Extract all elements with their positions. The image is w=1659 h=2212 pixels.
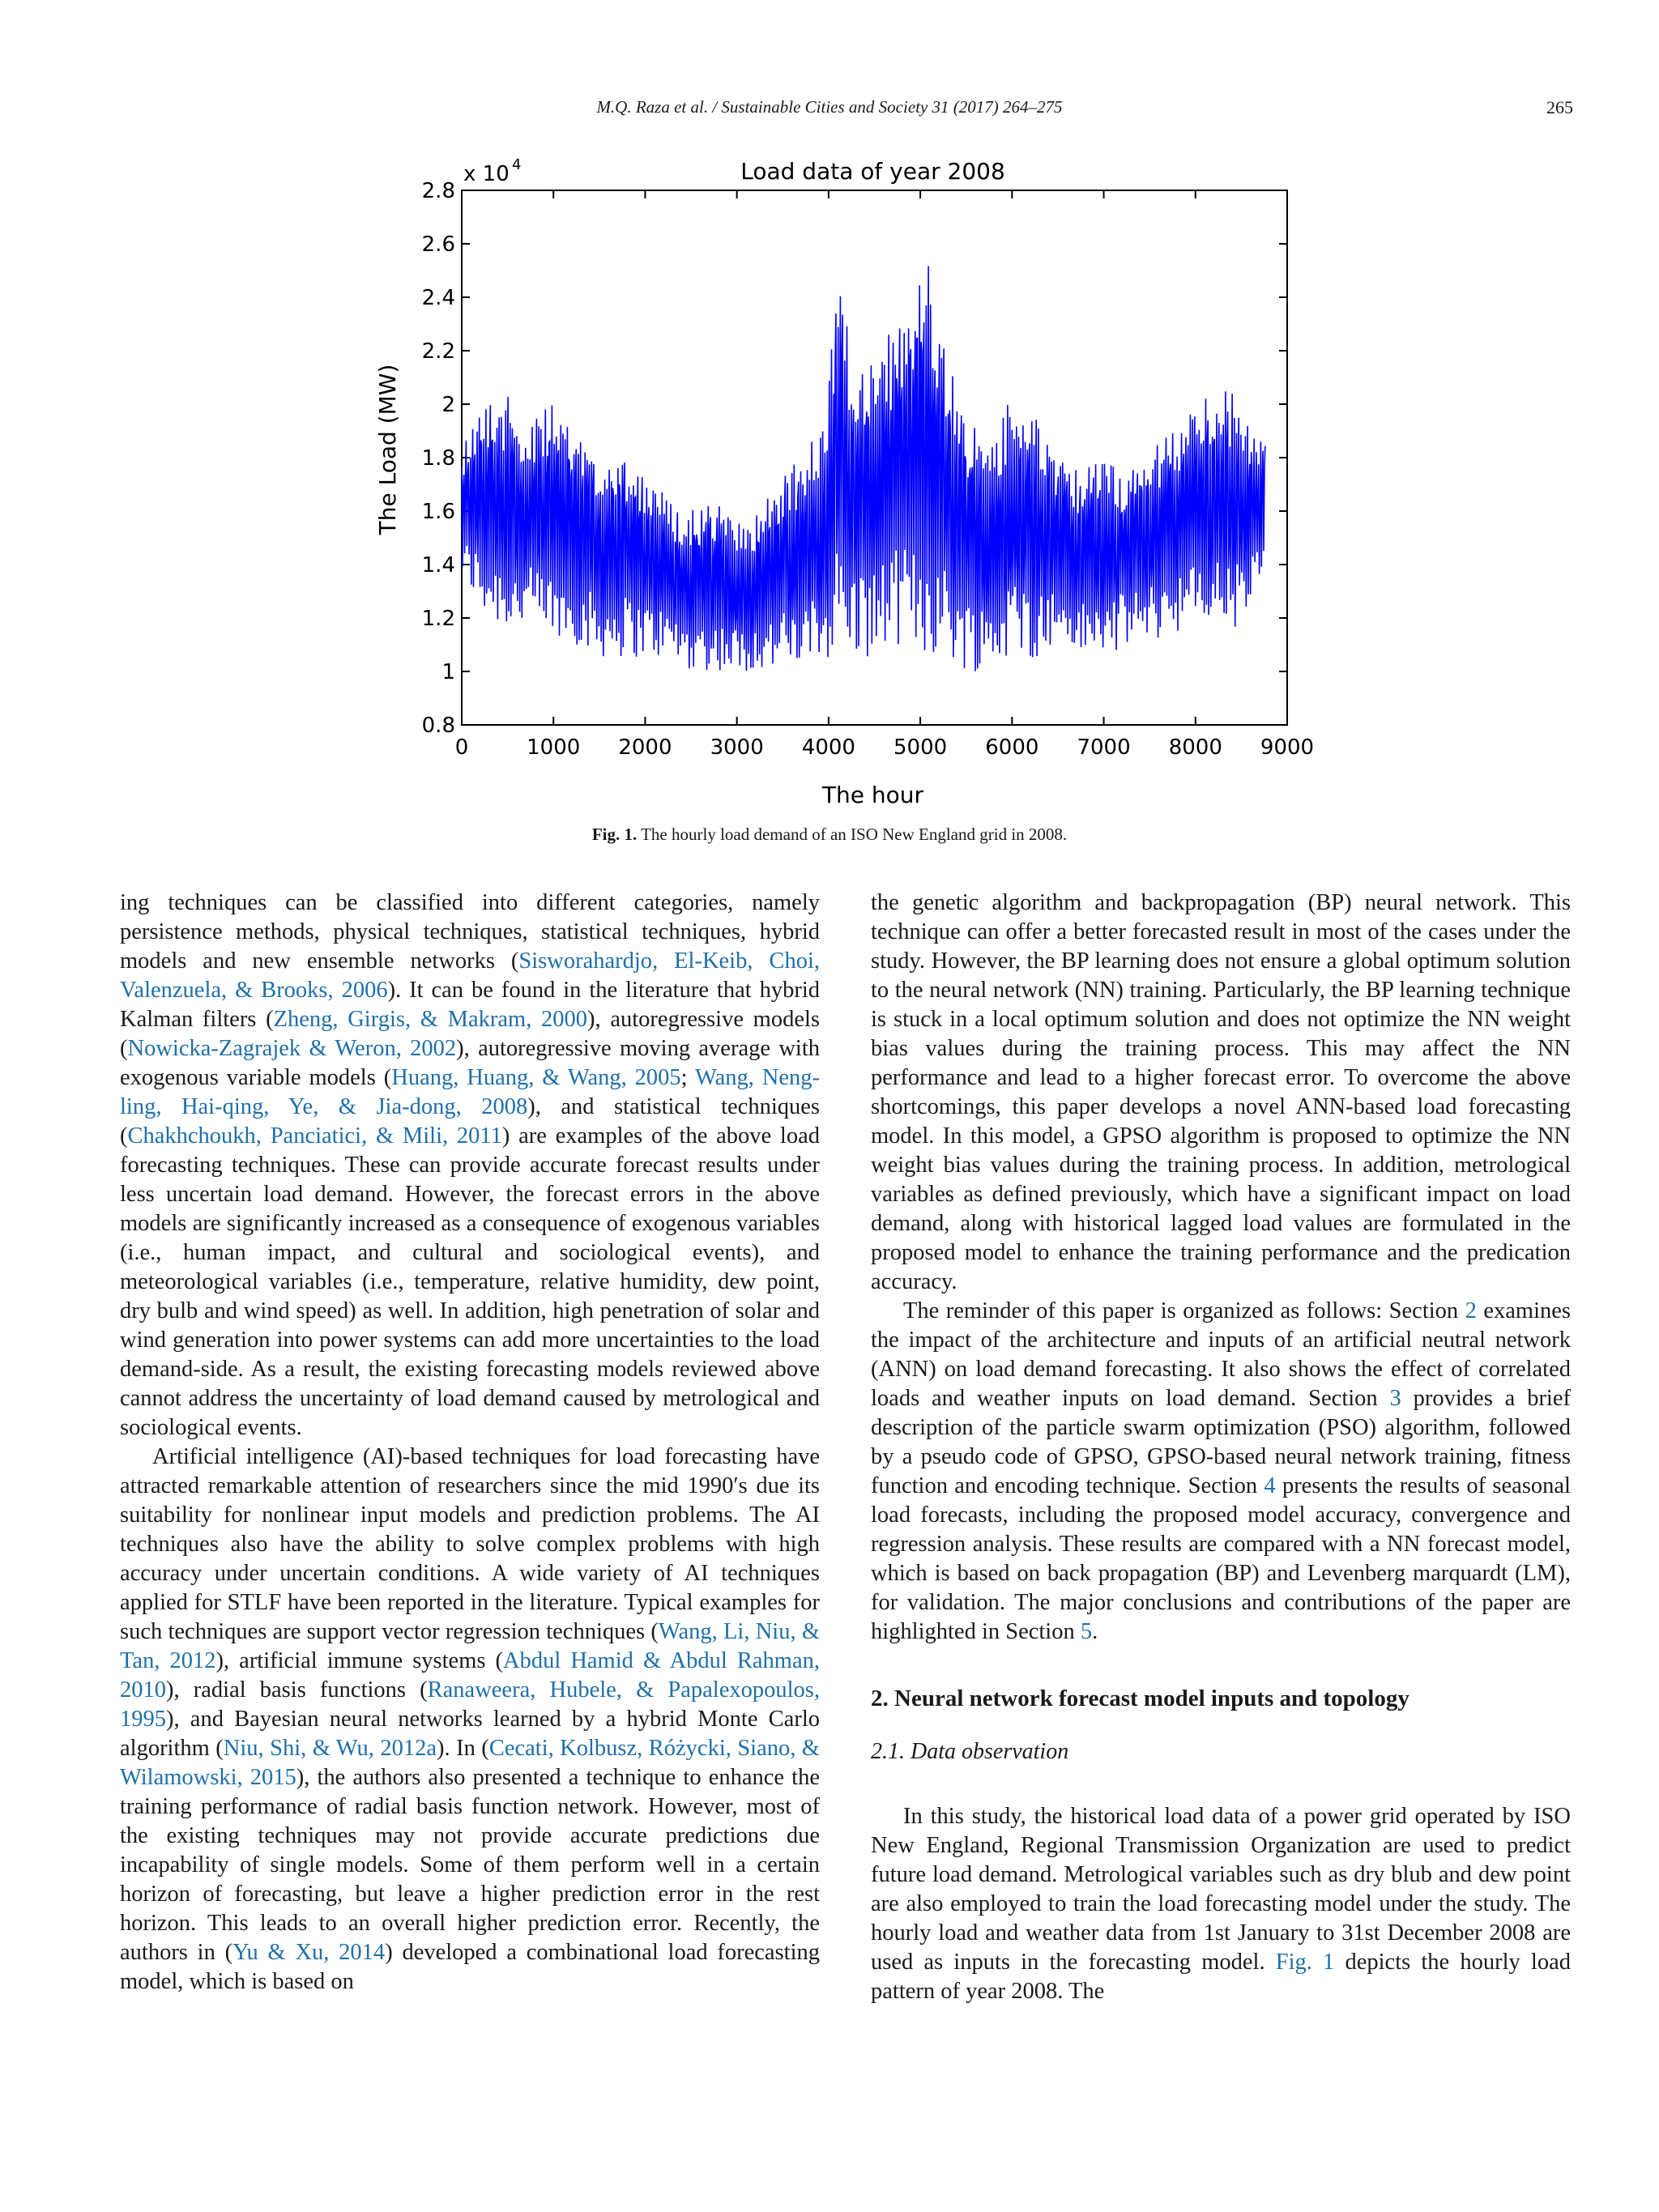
- x-tick-label: 1000: [527, 735, 581, 760]
- paragraph: [120, 1443, 820, 1997]
- y-tick-label: 2.6: [421, 232, 455, 257]
- section-link[interactable]: 2: [1465, 1298, 1477, 1323]
- citation-link[interactable]: Niu, Shi, & Wu, 2012a: [223, 1736, 437, 1761]
- y-axis-multiplier: x 10: [463, 162, 510, 186]
- caption-label: Fig. 1.: [591, 825, 638, 844]
- y-tick-label: 2: [441, 393, 455, 417]
- y-tick-label: 1.4: [421, 553, 455, 578]
- figure-link[interactable]: Fig. 1: [1275, 1950, 1335, 1975]
- y-axis-exponent: 4: [512, 156, 522, 173]
- figure-caption: [0, 825, 1659, 845]
- y-tick-label: 1.2: [421, 607, 455, 631]
- text-span: The reminder of this paper is organized as follows: Section: [903, 1298, 1465, 1323]
- y-tick-label: 1.6: [421, 500, 455, 524]
- y-tick-label: 2.2: [421, 339, 455, 364]
- y-tick-label: 2.4: [421, 286, 455, 310]
- text-span: examines the impact of the architecture and inputs of an artificial neutral network (ANN) on load demand forecasting. It also shows the effect of correlated loads and weather inputs on load demand. Section: [871, 1298, 1571, 1411]
- text-span: ) are examples of the above load forecasting techniques. These can provide accurate forecast results under less uncertain load demand. However, the forecast errors in the above models are significantly increased as a consequence of exogenous variables (i.e., human impact, and cultural and sociological events), and meteorological variables (i.e., temperature, relative humidity, dew point, dry bulb and wind speed) as well. In addition, high penetration of solar and wind generation into power systems can add more uncertainties to the load demand-side. As a result, the existing forecasting models reviewed above cannot address the uncertainty of load demand caused by metrological and sociological events.: [120, 1123, 820, 1440]
- citation-link[interactable]: Cecati, Kolbusz, Różycki, Siano, & Wilamowski, 2015: [120, 1736, 820, 1790]
- section-heading: 2. Neural network forecast model inputs and topology: [871, 1686, 1410, 1711]
- load-series-line: [462, 266, 1265, 671]
- x-tick-label: 4000: [801, 735, 855, 760]
- subsection-heading: 2.1. Data observation: [871, 1739, 1069, 1764]
- text-span: ), artificial immune systems (: [215, 1648, 504, 1673]
- text-span: presents the results of seasonal load forecasts, including the proposed model accuracy, convergence and regression analysis. These results are compared with a NN forecast model, which is based on back propagation (BP) and Levenberg marquardt (LM), for validation. The major conclusions and contributions of the paper are highlighted in Section: [871, 1473, 1571, 1644]
- y-axis-label: The Load (MW): [374, 364, 401, 535]
- chart-title: Load data of year 2008: [740, 158, 1005, 185]
- running-header: [0, 97, 1659, 130]
- y-tick-label: 1: [441, 660, 455, 684]
- x-tick-label: 8000: [1168, 735, 1222, 760]
- text-span: provides a brief description of the particle swarm optimization (PSO) algorithm, followed by a pseudo code of GPSO, GPSO-based neural network training, fitness function and encoding technique. Section: [871, 1386, 1571, 1498]
- right-column: [871, 889, 1571, 2006]
- x-tick-label: 7000: [1077, 735, 1131, 760]
- load-chart: [0, 146, 1659, 810]
- citation-link[interactable]: Wang, Neng-ling, Hai-qing, Ye, & Jia-dong, 2008: [120, 1065, 821, 1119]
- x-axis-label: The hour: [821, 782, 924, 808]
- text-span: ). It can be found in the literature that hybrid Kalman filters (: [120, 978, 820, 1032]
- text-span: ing techniques can be classified into different categories, namely persistence methods, physical techniques, statistical techniques, hybrid models and new ensemble networks (: [120, 890, 820, 974]
- text-span: ), autoregressive moving average with exogenous variable models (: [120, 1036, 820, 1090]
- journal-citation: M.Q. Raza et al. / Sustainable Cities and Society 31 (2017) 264–275: [596, 97, 1063, 117]
- y-tick-label: 1.8: [421, 446, 455, 471]
- x-tick-label: 5000: [893, 735, 948, 760]
- text-span: In this study, the historical load data of a power grid operated by ISO New England, Regional Transmission Organization are used to predict future load demand. Metrological variables such as dry blub and dew point are also employed to train the load forecasting model under the study. The hourly load and weather data from 1st January to 31st December 2008 are used as inputs in the forecasting model.: [871, 1804, 1571, 1975]
- citation-link[interactable]: Wang, Li, Niu, & Tan, 2012: [120, 1619, 820, 1673]
- paragraph: [871, 1802, 1571, 2006]
- x-tick-label: 6000: [985, 735, 1039, 760]
- text-span: ), and Bayesian neural networks learned by a hybrid Monte Carlo algorithm (: [120, 1707, 820, 1761]
- x-tick-label: 2000: [618, 735, 672, 760]
- x-tick-label: 3000: [710, 735, 764, 760]
- x-tick-label: 9000: [1260, 735, 1315, 760]
- paragraph: [871, 1297, 1571, 1647]
- caption-text: The hourly load demand of an ISO New England grid in 2008.: [641, 825, 1068, 844]
- paragraph: the genetic algorithm and backpropagation (BP) neural network. This technique can offer a better forecasted result in most of the cases under the study. However, the BP learning does not ensure a global optimum solution to the neural network (NN) training. Particularly, the BP learning technique is stuck in a local optimum solution and does not optimize the NN weight bias values during the training process. This may affect the NN performance and lead to a higher forecast error. To overcome the above shortcomings, this paper develops a novel ANN-based load forecasting model. In this model, a GPSO algorithm is proposed to optimize the NN weight bias values during the training process. In addition, metrological variables as defined previously, which have a significant impact on load demand, along with historical lagged load values are formulated in the proposed model to enhance the training performance and the predication accuracy.: [871, 890, 1571, 1294]
- y-tick-label: 2.8: [421, 179, 455, 203]
- citation-link[interactable]: Zheng, Girgis, & Makram, 2000: [273, 1007, 588, 1032]
- text-span: ), and statistical techniques (: [120, 1094, 820, 1149]
- citation-link[interactable]: Abdul Hamid & Abdul Rahman, 2010: [120, 1648, 820, 1703]
- citation-link[interactable]: Chakhchoukh, Panciatici, & Mili, 2011: [127, 1123, 502, 1149]
- text-span: .: [1092, 1619, 1098, 1644]
- y-tick-label: 0.8: [421, 714, 455, 738]
- page-number: 265: [1546, 97, 1573, 117]
- left-column: [120, 889, 820, 1997]
- citation-link[interactable]: Yu & Xu, 2014: [232, 1940, 386, 1965]
- text-span: ;: [680, 1065, 695, 1090]
- x-tick-label: 0: [454, 735, 469, 760]
- paragraph: [120, 889, 820, 1443]
- text-span: depicts the hourly load pattern of year 2008. The: [871, 1950, 1571, 2004]
- citation-link[interactable]: Huang, Huang, & Wang, 2005: [391, 1065, 681, 1090]
- text-span: ). In (: [437, 1736, 489, 1761]
- section-link[interactable]: 4: [1264, 1473, 1276, 1498]
- text-span: Artificial intelligence (AI)-based techniques for load forecasting have attracted remarkable attention of researchers since the mid 1990′s due its suitability for nonlinear input models and prediction problems. The AI techniques also have the ability to solve complex problems with high accuracy under uncertain conditions. A wide variety of AI techniques applied for STLF have been reported in the literature. Typical examples for such techniques are support vector regression techniques (: [120, 1444, 820, 1644]
- text-span: ), autoregressive models (: [120, 1007, 820, 1061]
- section-link[interactable]: 3: [1389, 1386, 1401, 1411]
- citation-link[interactable]: Sisworahardjo, El-Keib, Choi, Valenzuela, & Brooks, 2006: [120, 948, 820, 1003]
- text-span: ) developed a combinational load forecasting model, which is based on: [120, 1940, 820, 1994]
- text-span: ), radial basis functions (: [166, 1677, 428, 1703]
- section-link[interactable]: 5: [1080, 1619, 1093, 1644]
- citation-link[interactable]: Nowicka-Zagrajek & Weron, 2002: [127, 1036, 457, 1061]
- figure-1: [0, 146, 1659, 810]
- citation-link[interactable]: Ranaweera, Hubele, & Papalexopoulos, 1995: [120, 1677, 820, 1732]
- text-span: ), the authors also presented a technique to enhance the training performance of radial basis function network. However, most of the existing techniques may not provide accurate predictions due incapability of single models. Some of them perform well in a certain horizon of forecasting, but leave a higher prediction error in the rest horizon. This leads to an overall higher prediction error. Recently, the authors in (: [120, 1765, 820, 1965]
